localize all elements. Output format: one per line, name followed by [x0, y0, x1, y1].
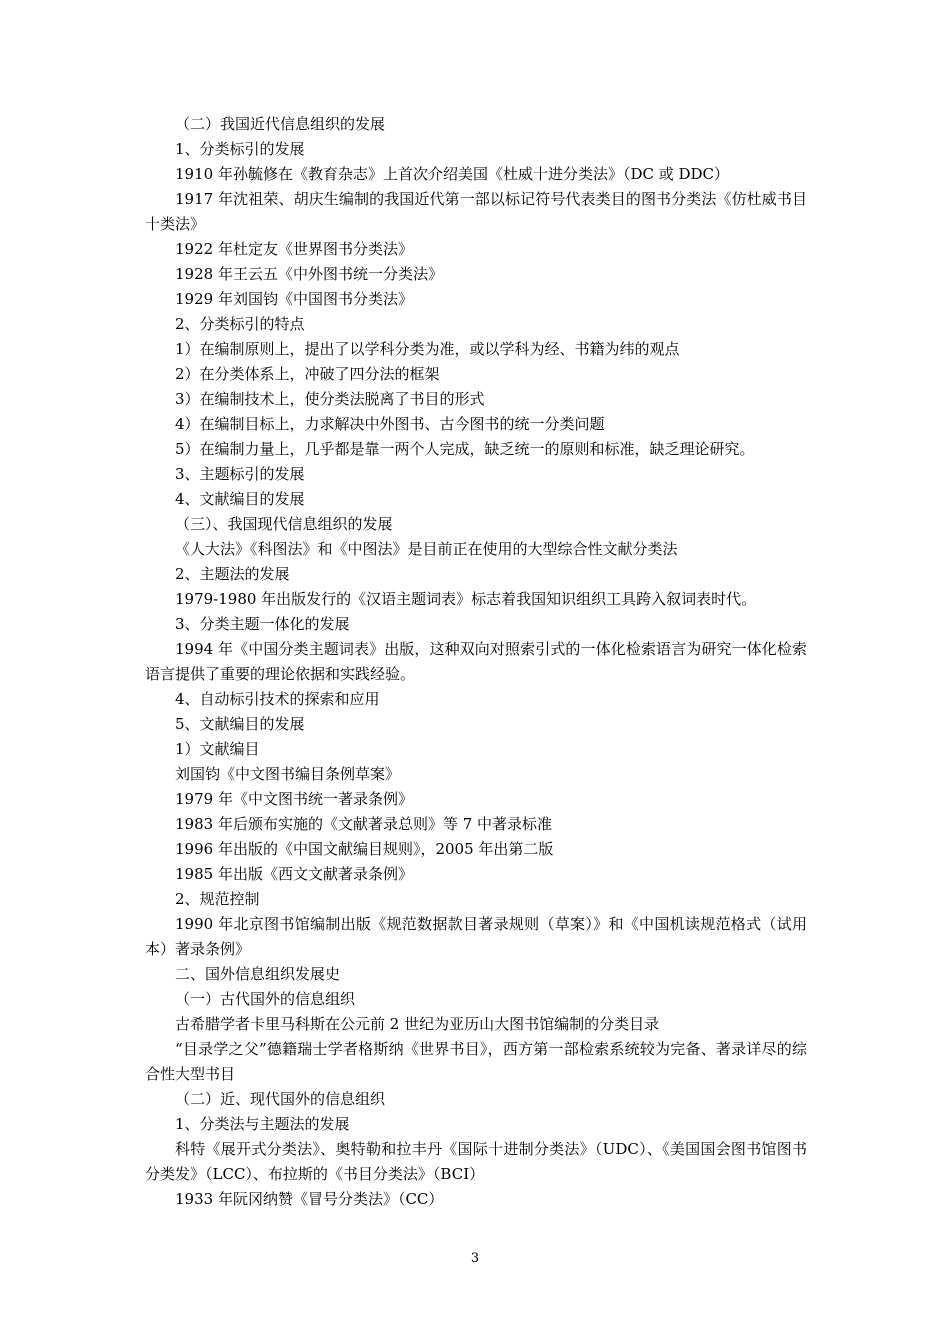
subsection-heading: 4、文献编目的发展 [175, 490, 305, 508]
paragraph: 1929 年刘国钧《中国图书分类法》 [175, 290, 413, 308]
section-heading: （一）古代国外的信息组织 [175, 990, 356, 1008]
subsection-heading: 3、主题标引的发展 [175, 465, 305, 483]
list-item: 1）文献编目 [175, 740, 260, 758]
subsection-heading: 4、自动标引技术的探索和应用 [175, 690, 380, 708]
paragraph: 1922 年杜定友《世界图书分类法》 [175, 240, 413, 258]
list-item: 3）在编制技术上，使分类法脱离了书目的形式 [175, 390, 485, 408]
subsection-heading: 1、分类标引的发展 [175, 140, 305, 158]
paragraph: 1910 年孙毓修在《教育杂志》上首次介绍美国《杜威十进分类法》（DC 或 DDC） [175, 165, 730, 183]
subsection-heading: 2、规范控制 [175, 890, 260, 908]
paragraph: 古希腊学者卡里马科斯在公元前 2 世纪为亚历山大图书馆编制的分类目录 [175, 1015, 660, 1033]
list-item: 4）在编制目标上，力求解决中外图书、古今图书的统一分类问题 [175, 415, 605, 433]
paragraph: 1928 年王云五《中外图书统一分类法》 [175, 265, 443, 283]
page-number: 3 [470, 1251, 480, 1266]
paragraph: 1933 年阮冈纳赞《冒号分类法》（CC） [175, 1190, 444, 1208]
subsection-heading: 1、分类法与主题法的发展 [175, 1115, 350, 1133]
paragraph: 1979 年《中文图书统一著录条例》 [175, 790, 413, 808]
subsection-heading: 2、主题法的发展 [175, 565, 290, 583]
paragraph: “目录学之父”德籍瑞士学者格斯纳《世界书目》，西方第一部检索系统较为完备、著录详尽的综合性大型书目 [145, 1040, 807, 1083]
subsection-heading: 3、分类主题一体化的发展 [175, 615, 350, 633]
document-body [145, 112, 807, 1212]
paragraph: 1994 年《中国分类主题词表》出版，这种双向对照索引式的一体化检索语言为研究一体化检索语言提供了重要的理论依据和实践经验。 [145, 640, 807, 683]
list-item: 5）在编制力量上，几乎都是靠一两个人完成，缺乏统一的原则和标准，缺乏理论研究。 [175, 440, 755, 458]
paragraph: 1979-1980 年出版发行的《汉语主题词表》标志着我国知识组织工具跨入叙词表时代。 [175, 590, 757, 608]
paragraph: 刘国钧《中文图书编目条例草案》 [175, 765, 401, 783]
section-heading: （二）我国近代信息组织的发展 [175, 115, 386, 133]
section-heading: （二）近、现代国外的信息组织 [175, 1090, 386, 1108]
section-heading: 二、国外信息组织发展史 [175, 965, 341, 983]
paragraph: 科特《展开式分类法》、奥特勒和拉丰丹《国际十进制分类法》（UDC）、《美国国会图书馆图书分类发》（LCC）、布拉斯的《书目分类法》（BCI） [145, 1140, 807, 1183]
paragraph: 1990 年北京图书馆编制出版《规范数据款目著录规则（草案）》和《中国机读规范格式（试用本）著录条例》 [145, 915, 807, 958]
paragraph: 1985 年出版《西文文献著录条例》 [175, 865, 413, 883]
paragraph: 1996 年出版的《中国文献编目规则》，2005 年出第二版 [175, 840, 554, 858]
paragraph: 1917 年沈祖荣、胡庆生编制的我国近代第一部以标记符号代表类目的图书分类法《仿杜威书目十类法》 [145, 190, 807, 233]
subsection-heading: 2、分类标引的特点 [175, 315, 305, 333]
section-heading: （三）、我国现代信息组织的发展 [175, 515, 393, 533]
list-item: 2）在分类体系上，冲破了四分法的框架 [175, 365, 440, 383]
list-item: 1）在编制原则上，提出了以学科分类为准，或以学科为经、书籍为纬的观点 [175, 340, 680, 358]
paragraph: 《人大法》《科图法》和《中图法》是目前正在使用的大型综合性文献分类法 [175, 540, 678, 558]
subsection-heading: 5、文献编目的发展 [175, 715, 305, 733]
paragraph: 1983 年后颁布实施的《文献著录总则》等 7 中著录标准 [175, 815, 553, 833]
